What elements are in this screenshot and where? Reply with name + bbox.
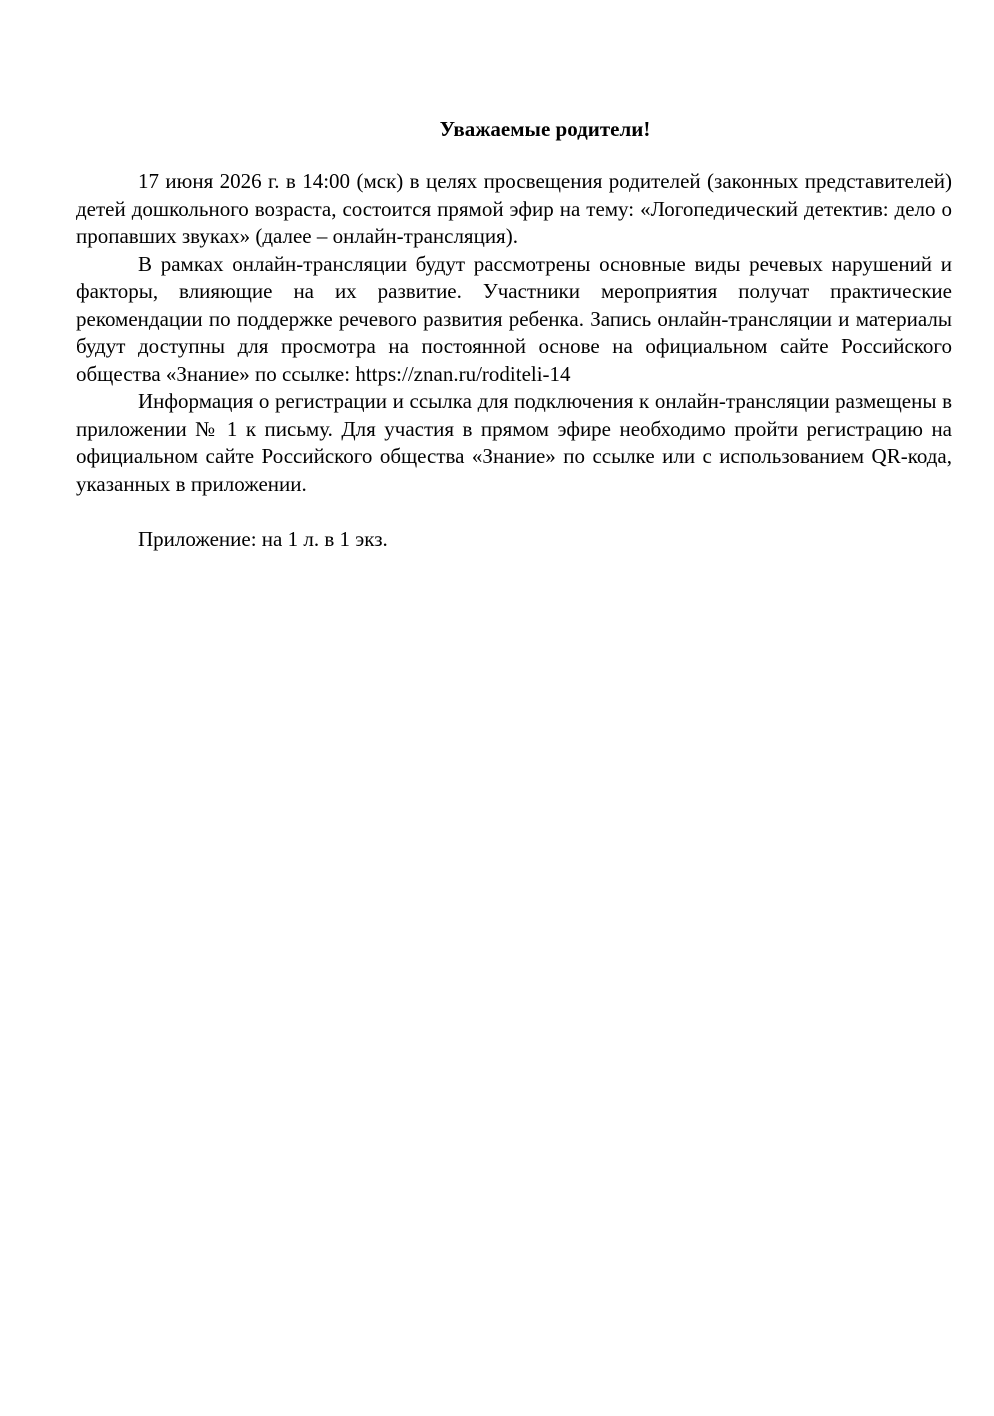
letter-body — [76, 114, 952, 554]
paragraph-registration-info: Информация о регистрации и ссылка для подключения к онлайн-трансляции размещены в приложении № 1 к письму. Для участия в прямом эфире необходимо пройти регистрацию на официальном сайте Российского общества «Знание» по ссылке или с использованием QR-кода, указанных в приложении. — [76, 389, 952, 496]
paragraph-event-announcement: 17 июня 2026 г. в 14:00 (мск) в целях просвещения родителей (законных представителей) детей дошкольного возраста, состоится прямой эфир на тему: «Логопедический детектив: дело о пропавших звуках» (далее – онлайн-трансляция). — [76, 169, 952, 248]
letter-greeting: Уважаемые родители! — [439, 117, 651, 141]
attachment-note: Приложение: на 1 л. в 1 экз. — [138, 527, 388, 551]
paragraph-event-description: В рамках онлайн-трансляции будут рассмотрены основные виды речевых нарушений и факторы, влияющие на их развитие. Участники мероприятия получат практические рекомендации по поддержке речевого развития ребенка. Запись онлайн-трансляции и материалы будут доступны для просмотра на постоянной основе на официальном сайте Российского общества «Знание» по ссылке: https://znan.ru/roditeli-14 — [76, 251, 952, 386]
